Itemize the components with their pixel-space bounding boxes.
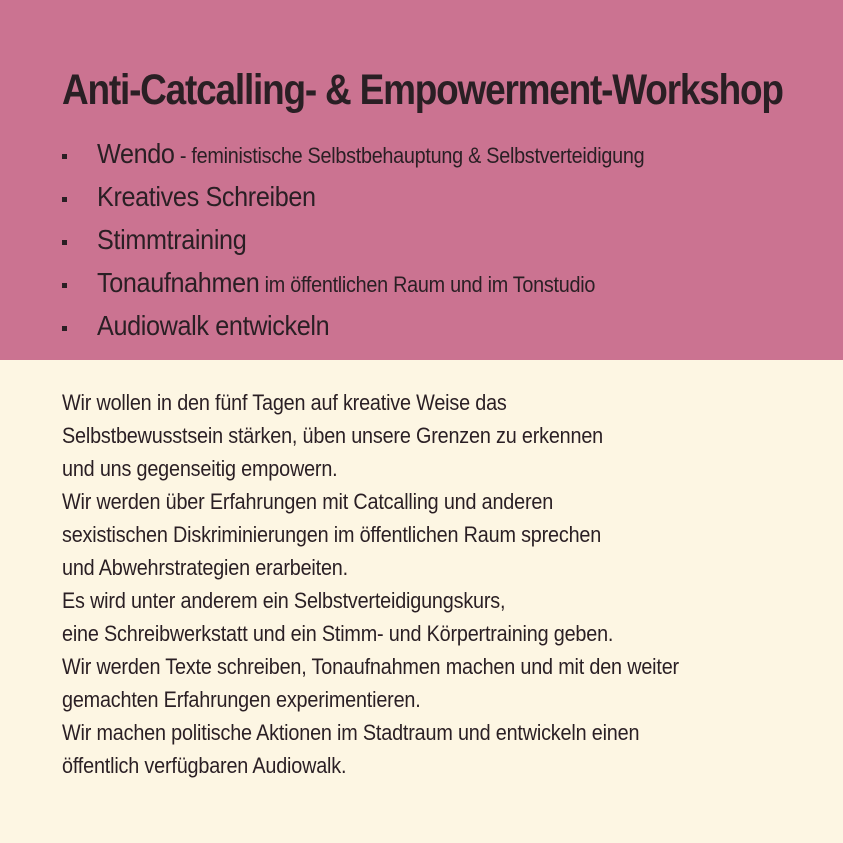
bullet-marker [62, 326, 67, 331]
list-item-main: Stimmtraining [97, 224, 247, 255]
list-item-main: Audiowalk entwickeln [97, 310, 330, 341]
description-line: Wir wollen in den fünf Tagen auf kreative Weise das [62, 390, 507, 415]
description-line: Wir werden über Erfahrungen mit Catcalling und anderen [62, 489, 554, 514]
list-item-text [97, 310, 329, 342]
list-item-main: Tonaufnahmen [97, 267, 260, 298]
list-item-main: Kreatives Schreiben [97, 181, 316, 212]
bullet-marker [62, 240, 67, 245]
list-item-text [97, 181, 316, 213]
bullet-marker [62, 154, 67, 159]
list-item-detail: im öffentlichen Raum und im Tonstudio [259, 272, 596, 297]
description-line: und Abwehrstrategien erarbeiten. [62, 555, 348, 580]
bullet-marker [62, 283, 67, 288]
bullet-marker [62, 197, 67, 202]
list-item-main: Wendo [97, 138, 175, 169]
list-item-text [97, 224, 246, 256]
list-item-text [97, 138, 644, 170]
description-line: und uns gegenseitig empowern. [62, 456, 338, 481]
list-item-text [97, 267, 595, 299]
description-line: Es wird unter anderem ein Selbstverteidigungskurs, [62, 588, 506, 613]
description-line: Wir machen politische Aktionen im Stadtraum und entwickeln einen [62, 720, 640, 745]
page-title: Anti-Catcalling- & Empowerment-Workshop [62, 66, 783, 114]
description-line: Selbstbewusstsein stärken, üben unsere Grenzen zu erkennen [62, 423, 603, 448]
description-line: sexistischen Diskriminierungen im öffentlichen Raum sprechen [62, 522, 602, 547]
description-line: eine Schreibwerkstatt und ein Stimm- und Körpertraining geben. [62, 621, 614, 646]
description-text [62, 386, 822, 782]
description-line: öffentlich verfügbaren Audiowalk. [62, 753, 347, 778]
header-panel [0, 0, 843, 360]
description-line: Wir werden Texte schreiben, Tonaufnahmen machen und mit den weiter [62, 654, 679, 679]
list-item-detail: - feministische Selbstbehauptung & Selbstverteidigung [174, 143, 645, 168]
description-line: gemachten Erfahrungen experimentieren. [62, 687, 421, 712]
